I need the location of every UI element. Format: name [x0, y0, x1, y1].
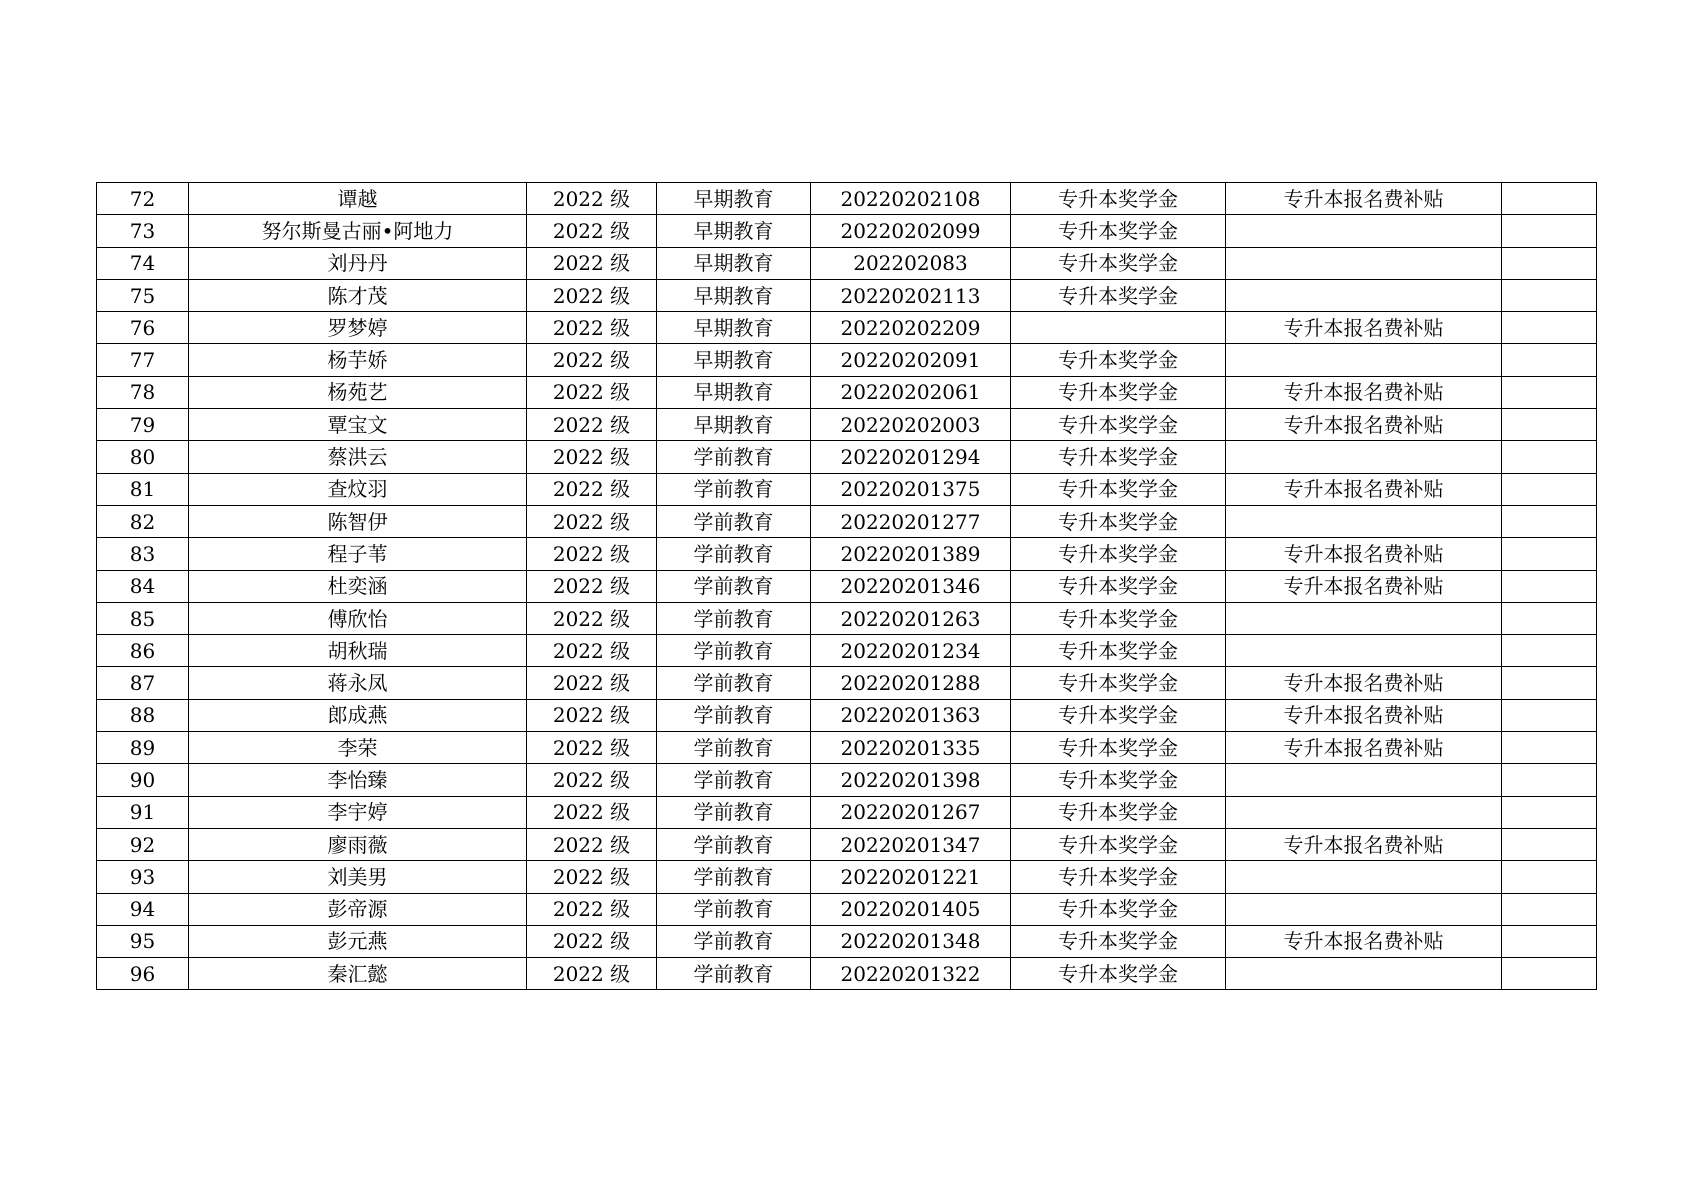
table-row [97, 312, 1597, 344]
award-roster-table [96, 182, 1597, 990]
note-cell [1502, 925, 1597, 957]
subsidy-cell: 专升本报名费补贴 [1226, 925, 1502, 957]
grade-cell: 2022 级 [527, 441, 657, 473]
table-row [97, 796, 1597, 828]
row-number-cell: 75 [97, 279, 189, 311]
row-number-cell: 92 [97, 828, 189, 860]
note-cell [1502, 893, 1597, 925]
row-number-cell: 96 [97, 958, 189, 990]
scholarship-cell: 专升本奖学金 [1011, 635, 1226, 667]
subsidy-cell: 专升本报名费补贴 [1226, 183, 1502, 215]
table-row [97, 344, 1597, 376]
student-name-cell: 陈才茂 [189, 279, 527, 311]
major-cell: 学前教育 [657, 699, 811, 731]
major-cell: 学前教育 [657, 667, 811, 699]
subsidy-cell [1226, 344, 1502, 376]
major-cell: 学前教育 [657, 441, 811, 473]
note-cell [1502, 409, 1597, 441]
major-cell: 学前教育 [657, 602, 811, 634]
major-cell: 早期教育 [657, 344, 811, 376]
major-cell: 学前教育 [657, 796, 811, 828]
row-number-cell: 83 [97, 538, 189, 570]
student-name-cell: 李宇婷 [189, 796, 527, 828]
grade-cell: 2022 级 [527, 183, 657, 215]
grade-cell: 2022 级 [527, 538, 657, 570]
student-name-cell: 努尔斯曼古丽•阿地力 [189, 215, 527, 247]
scholarship-cell: 专升本奖学金 [1011, 602, 1226, 634]
major-cell: 早期教育 [657, 279, 811, 311]
note-cell [1502, 279, 1597, 311]
table-row [97, 828, 1597, 860]
student-name-cell: 李荣 [189, 732, 527, 764]
roster-body [97, 183, 1597, 990]
student-id-cell: 20220201347 [811, 828, 1011, 860]
student-id-cell: 20220201288 [811, 667, 1011, 699]
grade-cell: 2022 级 [527, 764, 657, 796]
table-row [97, 893, 1597, 925]
scholarship-cell: 专升本奖学金 [1011, 279, 1226, 311]
subsidy-cell: 专升本报名费补贴 [1226, 473, 1502, 505]
scholarship-cell: 专升本奖学金 [1011, 764, 1226, 796]
student-id-cell: 20220201335 [811, 732, 1011, 764]
student-name-cell: 罗梦婷 [189, 312, 527, 344]
table-row [97, 215, 1597, 247]
subsidy-cell: 专升本报名费补贴 [1226, 667, 1502, 699]
subsidy-cell [1226, 279, 1502, 311]
note-cell [1502, 699, 1597, 731]
row-number-cell: 80 [97, 441, 189, 473]
scholarship-cell: 专升本奖学金 [1011, 344, 1226, 376]
table-row [97, 861, 1597, 893]
major-cell: 学前教育 [657, 861, 811, 893]
major-cell: 学前教育 [657, 635, 811, 667]
row-number-cell: 86 [97, 635, 189, 667]
major-cell: 早期教育 [657, 312, 811, 344]
table-row [97, 699, 1597, 731]
row-number-cell: 94 [97, 893, 189, 925]
grade-cell: 2022 级 [527, 635, 657, 667]
note-cell [1502, 376, 1597, 408]
note-cell [1502, 861, 1597, 893]
row-number-cell: 72 [97, 183, 189, 215]
major-cell: 学前教育 [657, 958, 811, 990]
scholarship-cell: 专升本奖学金 [1011, 247, 1226, 279]
major-cell: 早期教育 [657, 215, 811, 247]
table-row [97, 925, 1597, 957]
grade-cell: 2022 级 [527, 699, 657, 731]
row-number-cell: 87 [97, 667, 189, 699]
student-id-cell: 20220201363 [811, 699, 1011, 731]
major-cell: 早期教育 [657, 376, 811, 408]
grade-cell: 2022 级 [527, 602, 657, 634]
student-id-cell: 20220201348 [811, 925, 1011, 957]
note-cell [1502, 764, 1597, 796]
note-cell [1502, 796, 1597, 828]
note-cell [1502, 505, 1597, 537]
scholarship-cell: 专升本奖学金 [1011, 925, 1226, 957]
major-cell: 学前教育 [657, 828, 811, 860]
student-name-cell: 蔡洪云 [189, 441, 527, 473]
subsidy-cell: 专升本报名费补贴 [1226, 699, 1502, 731]
subsidy-cell: 专升本报名费补贴 [1226, 732, 1502, 764]
subsidy-cell [1226, 635, 1502, 667]
student-name-cell: 查炆羽 [189, 473, 527, 505]
student-id-cell: 20220202209 [811, 312, 1011, 344]
row-number-cell: 78 [97, 376, 189, 408]
student-id-cell: 20220202108 [811, 183, 1011, 215]
note-cell [1502, 312, 1597, 344]
table-row [97, 732, 1597, 764]
table-row [97, 473, 1597, 505]
note-cell [1502, 215, 1597, 247]
row-number-cell: 88 [97, 699, 189, 731]
grade-cell: 2022 级 [527, 958, 657, 990]
subsidy-cell [1226, 247, 1502, 279]
grade-cell: 2022 级 [527, 312, 657, 344]
major-cell: 学前教育 [657, 473, 811, 505]
scholarship-cell: 专升本奖学金 [1011, 376, 1226, 408]
student-name-cell: 傅欣怡 [189, 602, 527, 634]
major-cell: 学前教育 [657, 764, 811, 796]
row-number-cell: 79 [97, 409, 189, 441]
note-cell [1502, 732, 1597, 764]
scholarship-cell: 专升本奖学金 [1011, 505, 1226, 537]
student-id-cell: 20220201346 [811, 570, 1011, 602]
subsidy-cell [1226, 796, 1502, 828]
grade-cell: 2022 级 [527, 376, 657, 408]
major-cell: 学前教育 [657, 893, 811, 925]
grade-cell: 2022 级 [527, 667, 657, 699]
note-cell [1502, 828, 1597, 860]
subsidy-cell [1226, 958, 1502, 990]
note-cell [1502, 570, 1597, 602]
major-cell: 学前教育 [657, 925, 811, 957]
student-name-cell: 谭越 [189, 183, 527, 215]
subsidy-cell [1226, 215, 1502, 247]
note-cell [1502, 247, 1597, 279]
student-name-cell: 廖雨薇 [189, 828, 527, 860]
grade-cell: 2022 级 [527, 570, 657, 602]
grade-cell: 2022 级 [527, 473, 657, 505]
grade-cell: 2022 级 [527, 796, 657, 828]
student-id-cell: 20220201263 [811, 602, 1011, 634]
note-cell [1502, 473, 1597, 505]
major-cell: 早期教育 [657, 409, 811, 441]
student-name-cell: 李怡臻 [189, 764, 527, 796]
subsidy-cell: 专升本报名费补贴 [1226, 376, 1502, 408]
grade-cell: 2022 级 [527, 409, 657, 441]
row-number-cell: 76 [97, 312, 189, 344]
grade-cell: 2022 级 [527, 893, 657, 925]
student-id-cell: 20220201221 [811, 861, 1011, 893]
note-cell [1502, 602, 1597, 634]
major-cell: 学前教育 [657, 505, 811, 537]
major-cell: 早期教育 [657, 247, 811, 279]
note-cell [1502, 344, 1597, 376]
scholarship-cell: 专升本奖学金 [1011, 183, 1226, 215]
scholarship-cell: 专升本奖学金 [1011, 473, 1226, 505]
grade-cell: 2022 级 [527, 247, 657, 279]
table-row [97, 958, 1597, 990]
scholarship-cell: 专升本奖学金 [1011, 828, 1226, 860]
student-id-cell: 20220201389 [811, 538, 1011, 570]
scholarship-cell: 专升本奖学金 [1011, 667, 1226, 699]
scholarship-cell: 专升本奖学金 [1011, 958, 1226, 990]
grade-cell: 2022 级 [527, 925, 657, 957]
table-row [97, 667, 1597, 699]
scholarship-cell: 专升本奖学金 [1011, 409, 1226, 441]
student-id-cell: 202202083 [811, 247, 1011, 279]
scholarship-cell: 专升本奖学金 [1011, 215, 1226, 247]
major-cell: 学前教育 [657, 570, 811, 602]
subsidy-cell [1226, 602, 1502, 634]
student-name-cell: 杜奕涵 [189, 570, 527, 602]
row-number-cell: 95 [97, 925, 189, 957]
table-row [97, 247, 1597, 279]
student-id-cell: 20220201277 [811, 505, 1011, 537]
student-id-cell: 20220201322 [811, 958, 1011, 990]
student-name-cell: 秦汇懿 [189, 958, 527, 990]
row-number-cell: 81 [97, 473, 189, 505]
major-cell: 早期教育 [657, 183, 811, 215]
subsidy-cell [1226, 505, 1502, 537]
subsidy-cell: 专升本报名费补贴 [1226, 538, 1502, 570]
row-number-cell: 74 [97, 247, 189, 279]
student-name-cell: 刘美男 [189, 861, 527, 893]
grade-cell: 2022 级 [527, 215, 657, 247]
row-number-cell: 89 [97, 732, 189, 764]
subsidy-cell [1226, 893, 1502, 925]
student-id-cell: 20220202113 [811, 279, 1011, 311]
student-name-cell: 杨苑艺 [189, 376, 527, 408]
subsidy-cell [1226, 764, 1502, 796]
table-row [97, 635, 1597, 667]
table-row [97, 441, 1597, 473]
note-cell [1502, 183, 1597, 215]
table-row [97, 183, 1597, 215]
major-cell: 学前教育 [657, 538, 811, 570]
scholarship-cell: 专升本奖学金 [1011, 538, 1226, 570]
scholarship-cell: 专升本奖学金 [1011, 441, 1226, 473]
row-number-cell: 77 [97, 344, 189, 376]
grade-cell: 2022 级 [527, 732, 657, 764]
note-cell [1502, 667, 1597, 699]
row-number-cell: 93 [97, 861, 189, 893]
table-row [97, 409, 1597, 441]
table-row [97, 764, 1597, 796]
table-row [97, 376, 1597, 408]
student-name-cell: 陈智伊 [189, 505, 527, 537]
scholarship-cell: 专升本奖学金 [1011, 893, 1226, 925]
student-id-cell: 20220202099 [811, 215, 1011, 247]
student-name-cell: 胡秋瑞 [189, 635, 527, 667]
row-number-cell: 82 [97, 505, 189, 537]
student-name-cell: 覃宝文 [189, 409, 527, 441]
scholarship-cell: 专升本奖学金 [1011, 732, 1226, 764]
subsidy-cell [1226, 441, 1502, 473]
subsidy-cell: 专升本报名费补贴 [1226, 312, 1502, 344]
grade-cell: 2022 级 [527, 828, 657, 860]
student-id-cell: 20220201398 [811, 764, 1011, 796]
note-cell [1502, 958, 1597, 990]
grade-cell: 2022 级 [527, 861, 657, 893]
row-number-cell: 73 [97, 215, 189, 247]
scholarship-cell: 专升本奖学金 [1011, 699, 1226, 731]
scholarship-cell: 专升本奖学金 [1011, 570, 1226, 602]
student-name-cell: 刘丹丹 [189, 247, 527, 279]
student-id-cell: 20220202003 [811, 409, 1011, 441]
grade-cell: 2022 级 [527, 279, 657, 311]
student-name-cell: 郎成燕 [189, 699, 527, 731]
student-id-cell: 20220201405 [811, 893, 1011, 925]
row-number-cell: 91 [97, 796, 189, 828]
table-row [97, 602, 1597, 634]
row-number-cell: 84 [97, 570, 189, 602]
note-cell [1502, 538, 1597, 570]
table-row [97, 570, 1597, 602]
row-number-cell: 85 [97, 602, 189, 634]
student-id-cell: 20220201267 [811, 796, 1011, 828]
major-cell: 学前教育 [657, 732, 811, 764]
grade-cell: 2022 级 [527, 344, 657, 376]
student-name-cell: 杨芋娇 [189, 344, 527, 376]
table-row [97, 505, 1597, 537]
student-name-cell: 蒋永凤 [189, 667, 527, 699]
scholarship-cell [1011, 312, 1226, 344]
subsidy-cell: 专升本报名费补贴 [1226, 409, 1502, 441]
student-id-cell: 20220201234 [811, 635, 1011, 667]
student-id-cell: 20220201294 [811, 441, 1011, 473]
table-row [97, 279, 1597, 311]
grade-cell: 2022 级 [527, 505, 657, 537]
student-id-cell: 20220202091 [811, 344, 1011, 376]
note-cell [1502, 441, 1597, 473]
student-name-cell: 程子苇 [189, 538, 527, 570]
scholarship-cell: 专升本奖学金 [1011, 796, 1226, 828]
student-id-cell: 20220201375 [811, 473, 1011, 505]
student-name-cell: 彭帝源 [189, 893, 527, 925]
subsidy-cell [1226, 861, 1502, 893]
row-number-cell: 90 [97, 764, 189, 796]
scholarship-cell: 专升本奖学金 [1011, 861, 1226, 893]
student-name-cell: 彭元燕 [189, 925, 527, 957]
table-row [97, 538, 1597, 570]
student-id-cell: 20220202061 [811, 376, 1011, 408]
subsidy-cell: 专升本报名费补贴 [1226, 828, 1502, 860]
note-cell [1502, 635, 1597, 667]
subsidy-cell: 专升本报名费补贴 [1226, 570, 1502, 602]
